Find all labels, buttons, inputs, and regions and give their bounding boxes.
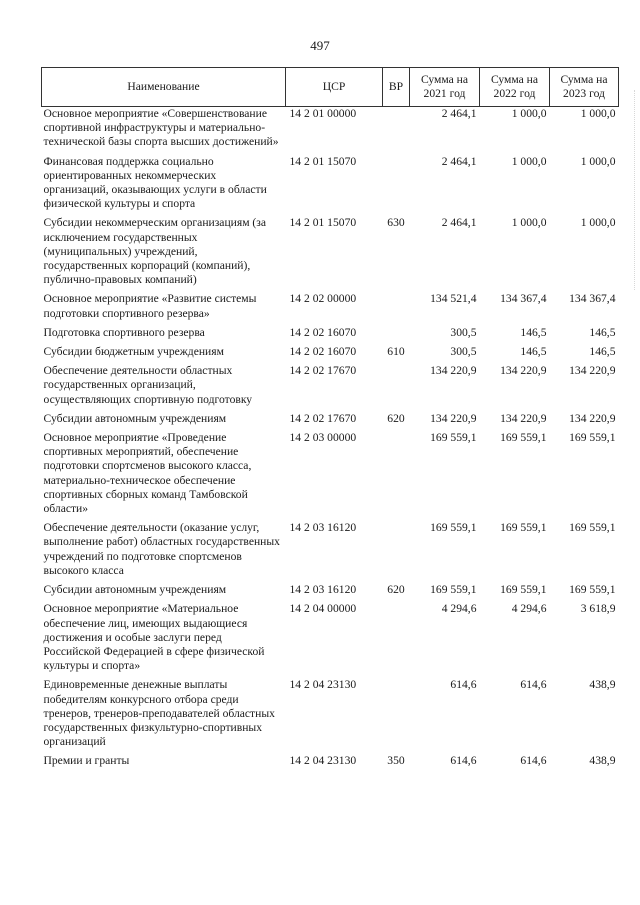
cell-sum-2022: 169 559,1 [500, 583, 547, 597]
cell-name: Обеспечение деятельности (оказание услуг, выполнение работ) областных государственных учреждений по подготовке спортсменов высокого класса [43, 521, 280, 577]
cell-sum-2023: 146,5 [589, 325, 616, 339]
cell-csr: 14 2 01 15070 [289, 216, 357, 230]
cell-name: Основное мероприятие «Совершенствование спортивной инфраструктуры и материально-технической базы спорта высших достижений» [43, 107, 279, 149]
cell-sum-2021: 300,5 [450, 345, 477, 359]
table-row [42, 107, 619, 155]
cell-vr [383, 521, 410, 583]
cell-sum-2021: 2 464,1 [441, 154, 477, 168]
cell-name: Подготовка спортивного резерва [43, 325, 205, 339]
cell-sum-2023: 169 559,1 [569, 521, 616, 535]
cell-sum-2021: 134 220,9 [430, 411, 477, 425]
cell-sum-2022: 169 559,1 [500, 521, 547, 535]
cell-csr: 14 2 02 17670 [289, 411, 357, 425]
cell-sum-2023: 1 000,0 [580, 107, 616, 120]
table-header [42, 68, 619, 107]
cell-sum-2023: 438,9 [589, 678, 616, 692]
header-sum-2023: Сумма на 2023 год [550, 68, 619, 107]
table-row [42, 602, 619, 678]
cell-sum-2023: 146,5 [589, 345, 616, 359]
cell-csr: 14 2 03 16120 [289, 521, 357, 535]
cell-name: Основное мероприятие «Развитие системы подготовки спортивного резерва» [43, 292, 257, 320]
cell-sum-2022: 614,6 [520, 754, 547, 768]
cell-csr: 14 2 03 00000 [289, 431, 357, 445]
cell-name: Субсидии автономным учреждениям [43, 411, 227, 425]
page-number: 497 [310, 38, 330, 53]
cell-sum-2022: 146,5 [520, 325, 547, 339]
cell-name: Обеспечение деятельности областных государственных организаций, осуществляющих спортивную подготовку [43, 364, 253, 406]
table-row [42, 412, 619, 431]
cell-name: Субсидии бюджетным учреждениям [43, 345, 224, 359]
header-csr: ЦСР [286, 68, 383, 107]
cell-sum-2023: 134 367,4 [569, 292, 616, 306]
cell-csr: 14 2 04 23130 [289, 754, 357, 768]
cell-name: Основное мероприятие «Проведение спортивных мероприятий, обеспечение подготовки спортсменов высокого класса, материально-техническое обеспечение спортивных сборных команд Тамбовской области» [43, 431, 252, 516]
table-row [42, 754, 619, 773]
header-sum-2021: Сумма на 2021 год [410, 68, 480, 107]
table-row [42, 583, 619, 602]
cell-sum-2021: 2 464,1 [441, 216, 477, 230]
cell-sum-2021: 134 521,4 [430, 292, 477, 306]
cell-sum-2022: 146,5 [520, 345, 547, 359]
cell-vr [383, 602, 410, 678]
cell-sum-2022: 614,6 [520, 678, 547, 692]
cell-sum-2023: 134 220,9 [569, 364, 616, 378]
cell-vr [383, 431, 410, 521]
cell-vr: 630 [387, 216, 405, 230]
cell-vr [383, 292, 410, 325]
cell-sum-2021: 169 559,1 [430, 431, 477, 445]
table-row [42, 292, 619, 325]
cell-vr [383, 107, 410, 155]
cell-vr: 620 [387, 583, 405, 597]
table-row [42, 521, 619, 583]
cell-sum-2023: 169 559,1 [569, 431, 616, 445]
table-row [42, 678, 619, 754]
table-body [42, 107, 619, 774]
cell-sum-2022: 134 220,9 [500, 411, 547, 425]
cell-csr: 14 2 02 00000 [289, 292, 357, 306]
cell-sum-2021: 2 464,1 [441, 107, 477, 120]
cell-name: Премии и гранты [43, 754, 130, 768]
cell-vr [383, 155, 410, 217]
table-row [42, 345, 619, 364]
cell-sum-2021: 300,5 [450, 325, 477, 339]
cell-sum-2021: 169 559,1 [430, 521, 477, 535]
header-sum-2022: Сумма на 2022 год [480, 68, 550, 107]
cell-name: Финансовая поддержка социально ориентированных некоммерческих организаций, оказывающих услуги в области физической культуры и спорта [43, 154, 267, 211]
header-name: Наименование [42, 68, 286, 107]
table-row [42, 431, 619, 521]
header-vr: ВР [383, 68, 410, 107]
cell-sum-2023: 134 220,9 [569, 411, 616, 425]
cell-sum-2022: 169 559,1 [500, 431, 547, 445]
cell-sum-2021: 4 294,6 [441, 602, 477, 616]
cell-sum-2022: 4 294,6 [511, 602, 547, 616]
cell-csr: 14 2 04 00000 [289, 602, 357, 616]
cell-sum-2023: 169 559,1 [569, 583, 616, 597]
cell-sum-2021: 614,6 [450, 754, 477, 768]
cell-vr [383, 326, 410, 345]
cell-csr: 14 2 01 00000 [289, 107, 357, 120]
cell-csr: 14 2 02 17670 [289, 364, 357, 378]
cell-sum-2022: 134 367,4 [500, 292, 547, 306]
cell-vr [383, 364, 410, 412]
cell-name: Основное мероприятие «Материальное обеспечение лиц, имеющих выдающиеся достижения и особые заслуги перед Российской Федерацией в сфере физической культуры и спорта» [43, 602, 265, 673]
cell-sum-2022: 1 000,0 [511, 154, 547, 168]
cell-name: Субсидии автономным учреждениям [43, 583, 227, 597]
cell-sum-2023: 1 000,0 [580, 154, 616, 168]
cell-csr: 14 2 01 15070 [289, 154, 357, 168]
cell-sum-2022: 1 000,0 [511, 216, 547, 230]
table-row [42, 364, 619, 412]
cell-sum-2021: 134 220,9 [430, 364, 477, 378]
cell-csr: 14 2 04 23130 [289, 678, 357, 692]
table-row [42, 216, 619, 292]
cell-vr: 610 [387, 345, 405, 359]
cell-vr [383, 678, 410, 754]
cell-sum-2023: 1 000,0 [580, 216, 616, 230]
cell-sum-2023: 3 618,9 [580, 602, 616, 616]
scan-edge-mark [634, 90, 636, 290]
cell-csr: 14 2 03 16120 [289, 583, 357, 597]
cell-csr: 14 2 02 16070 [289, 325, 357, 339]
cell-vr: 620 [387, 411, 405, 425]
budget-table-container [41, 67, 618, 774]
cell-sum-2022: 1 000,0 [511, 107, 547, 120]
cell-sum-2022: 134 220,9 [500, 364, 547, 378]
cell-sum-2021: 169 559,1 [430, 583, 477, 597]
cell-sum-2021: 614,6 [450, 678, 477, 692]
cell-name: Субсидии некоммерческим организациям (за исключением государственных (муниципальных) учреждений, государственных корпораций (компаний), публично-правовых компаний) [43, 216, 267, 287]
cell-sum-2023: 438,9 [589, 754, 616, 768]
cell-vr: 350 [387, 754, 405, 768]
cell-name: Единовременные денежные выплаты победителям конкурсного отбора среди тренеров, тренеров-преподавателей областных государственных физкультурно-спортивных организаций [43, 678, 275, 749]
budget-table [41, 67, 619, 774]
table-row [42, 155, 619, 217]
cell-csr: 14 2 02 16070 [289, 345, 357, 359]
table-row [42, 326, 619, 345]
